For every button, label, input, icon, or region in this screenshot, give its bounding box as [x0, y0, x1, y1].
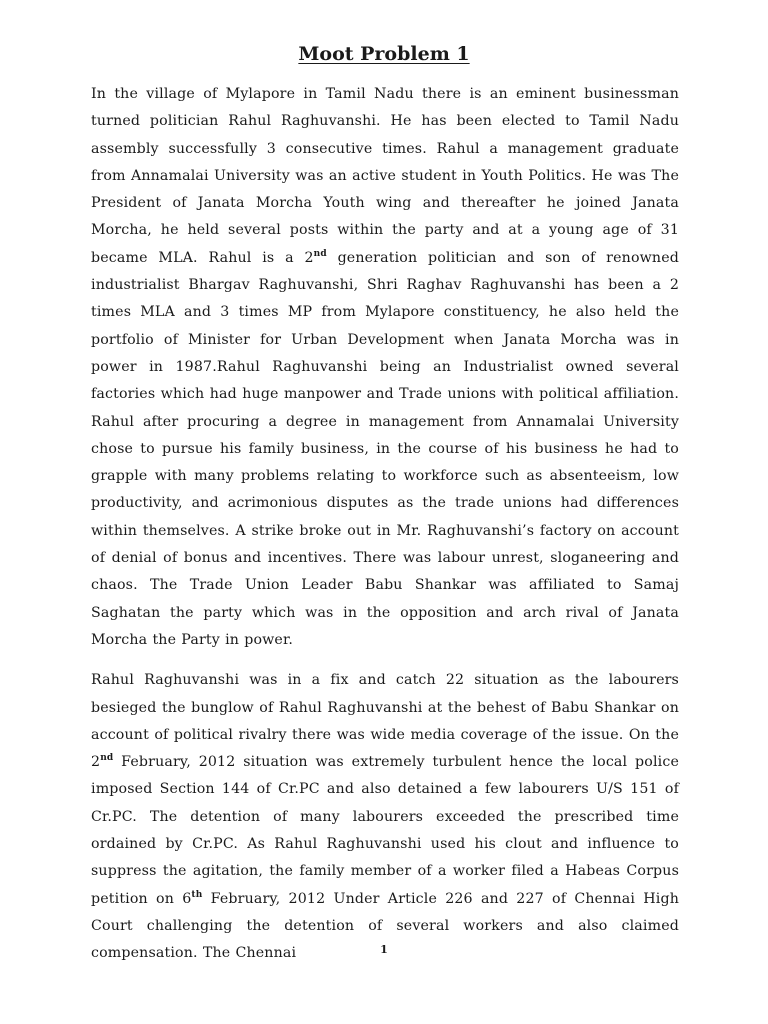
paragraph-2 [91, 667, 679, 967]
paragraph-2-text-c: February, 2012 Under Article 226 and 227 of Chennai High Court challenging the detention of several workers and also claimed compensation. The Chennai [91, 890, 679, 962]
document-body [91, 81, 679, 968]
ordinal-suffix: nd [313, 248, 327, 259]
paragraph-2-text-b: February, 2012 situation was extremely turbulent hence the local police imposed Section 144 of Cr.PC and also detained a few labourers U/S 151 of Cr.PC. The detention of many labourers exceeded the prescribed time ordained by Cr.PC. As Rahul Raghuvanshi used his clout and influence to suppress the agitation, the family member of a worker filed a Habeas Corpus petition on 6 [91, 754, 679, 907]
ordinal-suffix: th [191, 889, 203, 900]
paragraph-1 [91, 81, 679, 654]
paragraph-1-text-a: In the village of Mylapore in Tamil Nadu there is an eminent businessman turned politician Rahul Raghuvanshi. He has been elected to Tamil Nadu assembly successfully 3 consecutive times. Rahul a management graduate from Annamalai University was an active student in Youth Politics. He was The President of Janata Morcha Youth wing and thereafter he joined Janata Morcha, he held several posts within the party and at a young age of 31 became MLA. Rahul is a 2 [91, 86, 679, 266]
paragraph-1-text-b: generation politician and son of renowned industrialist Bhargav Raghuvanshi, Shri Raghav Raghuvanshi has been a 2 times MLA and 3 times MP from Mylapore constituency, he also held the portfolio of Minister for Urban Development when Janata Morcha was in power in 1987.Rahul Raghuvanshi being an Industrialist owned several factories which had huge manpower and Trade unions with political affiliation. Rahul after procuring a degree in management from Annamalai University chose to pursue his family business, in the course of his business he had to grapple with many problems relating to workforce such as absenteeism, low productivity, and acrimonious disputes as the trade unions had differences within themselves. A strike broke out in Mr. Raghuvanshi’s factory on account of denial of bonus and incentives. There was labour unrest, sloganeering and chaos. The Trade Union Leader Babu Shankar was affiliated to Samaj Saghatan the party which was in the opposition and arch rival of Janata Morcha the Party in power. [91, 249, 680, 648]
document-title: Moot Problem 1 [298, 43, 470, 65]
page-number: 1 [380, 943, 388, 956]
ordinal-suffix: nd [100, 753, 114, 764]
paragraph-2-text-a: Rahul Raghuvanshi was in a fix and catch 22 situation as the labourers besieged the bunglow of Rahul Raghuvanshi at the behest of Babu Shankar on account of political rivalry there was wide media coverage of the issue. On the 2 [91, 672, 679, 771]
